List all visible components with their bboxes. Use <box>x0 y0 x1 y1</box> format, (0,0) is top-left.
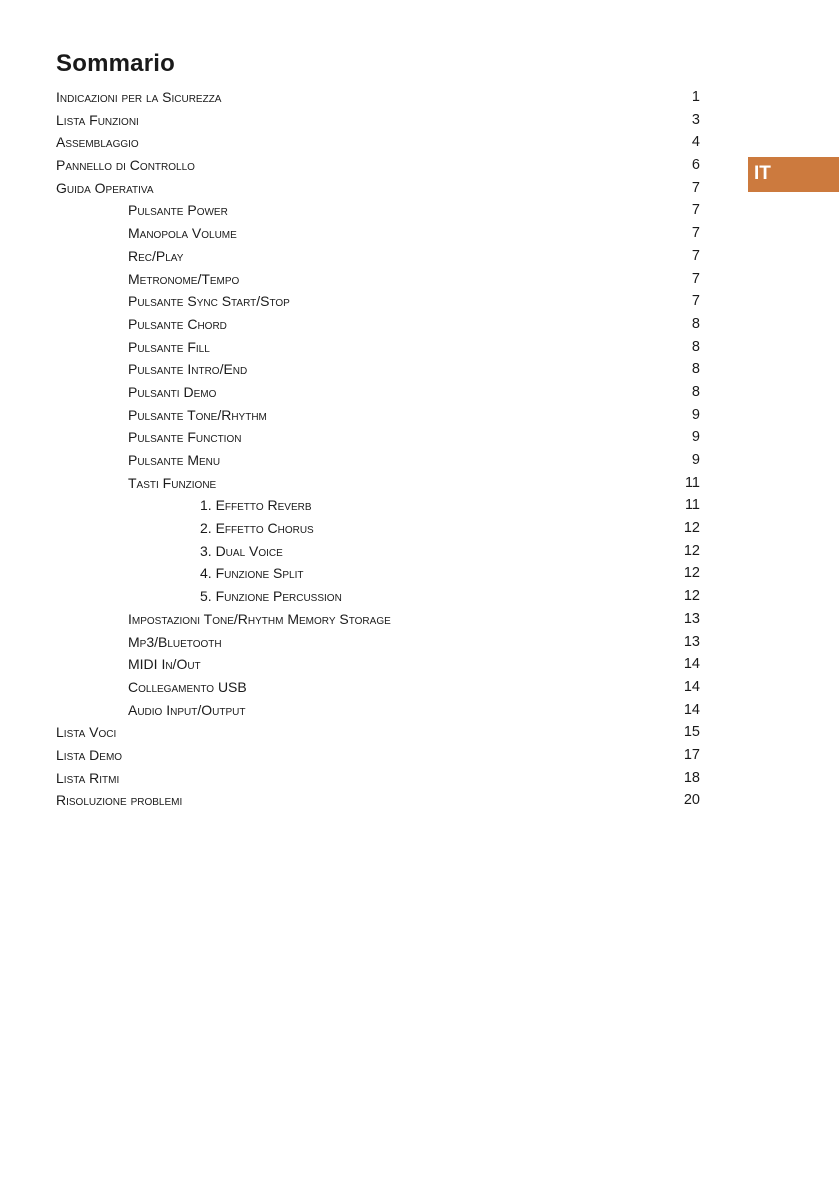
toc-entry-page-number: 4 <box>691 134 700 151</box>
toc-entry-label: Pulsante Menu <box>128 452 221 468</box>
toc-entry-page-number: 14 <box>683 656 700 673</box>
toc-entry-label: Pulsante Tone/Rhythm <box>128 406 267 423</box>
toc-entry <box>56 245 700 268</box>
toc-entry-label: MIDI In/Out <box>128 656 201 673</box>
toc-entry <box>56 744 700 767</box>
toc-entry-page-number: 8 <box>691 338 700 355</box>
toc-entry <box>56 154 700 177</box>
toc-entry-page-number: 14 <box>683 701 700 718</box>
toc-entry-page-number: 18 <box>683 769 700 786</box>
toc-entry-label: Impostazioni Tone/Rhythm Memory Storage <box>128 610 391 627</box>
toc-entry <box>56 268 700 291</box>
toc-entry-label: Lista Voci <box>56 724 117 741</box>
toc-entry <box>56 653 700 676</box>
toc-entry-label: Pulsanti Demo <box>128 383 217 400</box>
toc-entry-label: Pulsante Power <box>128 202 228 219</box>
toc-entry-page-number: 11 <box>684 474 700 491</box>
toc-entry-page-number: 7 <box>691 225 700 242</box>
toc-entry-page-number: 8 <box>691 383 700 400</box>
toc-entry-label: Pulsante Sync Start/Stop <box>128 293 290 310</box>
toc-entry-label: Pannello di Controllo <box>56 157 195 174</box>
toc-entry <box>56 767 700 790</box>
toc-entry <box>56 177 700 200</box>
toc-entry-page-number: 6 <box>691 157 700 174</box>
toc-entry <box>56 699 700 722</box>
toc-entry-page-number: 12 <box>683 520 700 537</box>
toc-entry-page-number: 13 <box>683 633 700 650</box>
toc-entry-page-number: 9 <box>691 452 700 468</box>
toc-entry-label: Pulsante Function <box>128 429 242 446</box>
toc-entry-label: 3. Dual Voice <box>200 542 283 559</box>
toc-entry-label: Audio Input/Output <box>128 701 246 718</box>
toc-entry-label: Pulsante Chord <box>128 315 227 332</box>
toc-entry-page-number: 9 <box>691 429 700 446</box>
toc-entry-page-number: 12 <box>683 565 700 582</box>
toc-entry-label: Indicazioni per la Sicurezza <box>56 89 222 105</box>
toc-entry <box>56 131 700 154</box>
toc-entry <box>56 540 700 563</box>
table-of-contents <box>56 86 700 812</box>
toc-entry-page-number: 1 <box>691 89 700 105</box>
toc-entry <box>56 313 700 336</box>
toc-entry-page-number: 3 <box>691 111 700 128</box>
toc-entry-page-number: 9 <box>691 406 700 423</box>
toc-entry-page-number: 13 <box>683 610 700 627</box>
toc-entry-page-number: 20 <box>683 792 700 809</box>
toc-entry <box>56 404 700 427</box>
toc-entry-label: Pulsante Intro/End <box>128 361 248 378</box>
toc-entry <box>56 517 700 540</box>
toc-entry <box>56 381 700 404</box>
toc-entry-label: Manopola Volume <box>128 225 237 242</box>
page-title: Sommario <box>56 50 175 77</box>
toc-entry-page-number: 11 <box>684 497 700 514</box>
toc-entry <box>56 222 700 245</box>
toc-entry-page-number: 7 <box>691 202 700 219</box>
toc-entry-label: Collegamento USB <box>128 678 247 695</box>
language-tab: IT <box>748 157 839 192</box>
toc-entry-page-number: 12 <box>683 588 700 605</box>
toc-entry-label: Rec/Play <box>128 247 184 264</box>
toc-entry <box>56 789 700 812</box>
toc-entry-page-number: 7 <box>691 293 700 310</box>
toc-entry-page-number: 8 <box>691 315 700 332</box>
toc-entry-page-number: 15 <box>683 724 700 741</box>
toc-entry <box>56 472 700 495</box>
toc-entry <box>56 721 700 744</box>
toc-entry <box>56 585 700 608</box>
toc-entry-label: 1. Effetto Reverb <box>200 497 312 514</box>
toc-entry <box>56 631 700 654</box>
toc-entry-label: Tasti Funzione <box>128 474 217 491</box>
toc-entry-label: Mp3/Bluetooth <box>128 633 222 650</box>
toc-entry-page-number: 8 <box>691 361 700 378</box>
toc-entry <box>56 449 700 472</box>
toc-entry-label: Lista Funzioni <box>56 111 139 128</box>
toc-entry-label: Lista Ritmi <box>56 769 120 786</box>
toc-entry <box>56 494 700 517</box>
toc-entry-page-number: 7 <box>691 270 700 287</box>
toc-entry-page-number: 17 <box>683 746 700 763</box>
toc-entry <box>56 426 700 449</box>
toc-entry <box>56 562 700 585</box>
toc-entry <box>56 358 700 381</box>
toc-entry <box>56 336 700 359</box>
toc-entry <box>56 109 700 132</box>
toc-entry-page-number: 14 <box>683 678 700 695</box>
toc-entry-label: Guida Operativa <box>56 179 154 196</box>
toc-entry <box>56 676 700 699</box>
toc-entry-label: 4. Funzione Split <box>200 565 304 582</box>
toc-entry-page-number: 12 <box>683 542 700 559</box>
toc-entry-label: Pulsante Fill <box>128 338 210 355</box>
toc-entry-label: 2. Effetto Chorus <box>200 520 314 537</box>
toc-entry <box>56 608 700 631</box>
toc-entry <box>56 86 700 109</box>
toc-entry-label: Risoluzione problemi <box>56 792 183 809</box>
toc-entry-label: 5. Funzione Percussion <box>200 588 342 605</box>
toc-entry-page-number: 7 <box>691 247 700 264</box>
toc-entry-label: Metronome/Tempo <box>128 270 240 287</box>
toc-entry-label: Lista Demo <box>56 746 123 763</box>
toc-entry <box>56 290 700 313</box>
toc-entry-label: Assemblaggio <box>56 134 139 151</box>
toc-entry-page-number: 7 <box>691 179 700 196</box>
toc-entry <box>56 199 700 222</box>
